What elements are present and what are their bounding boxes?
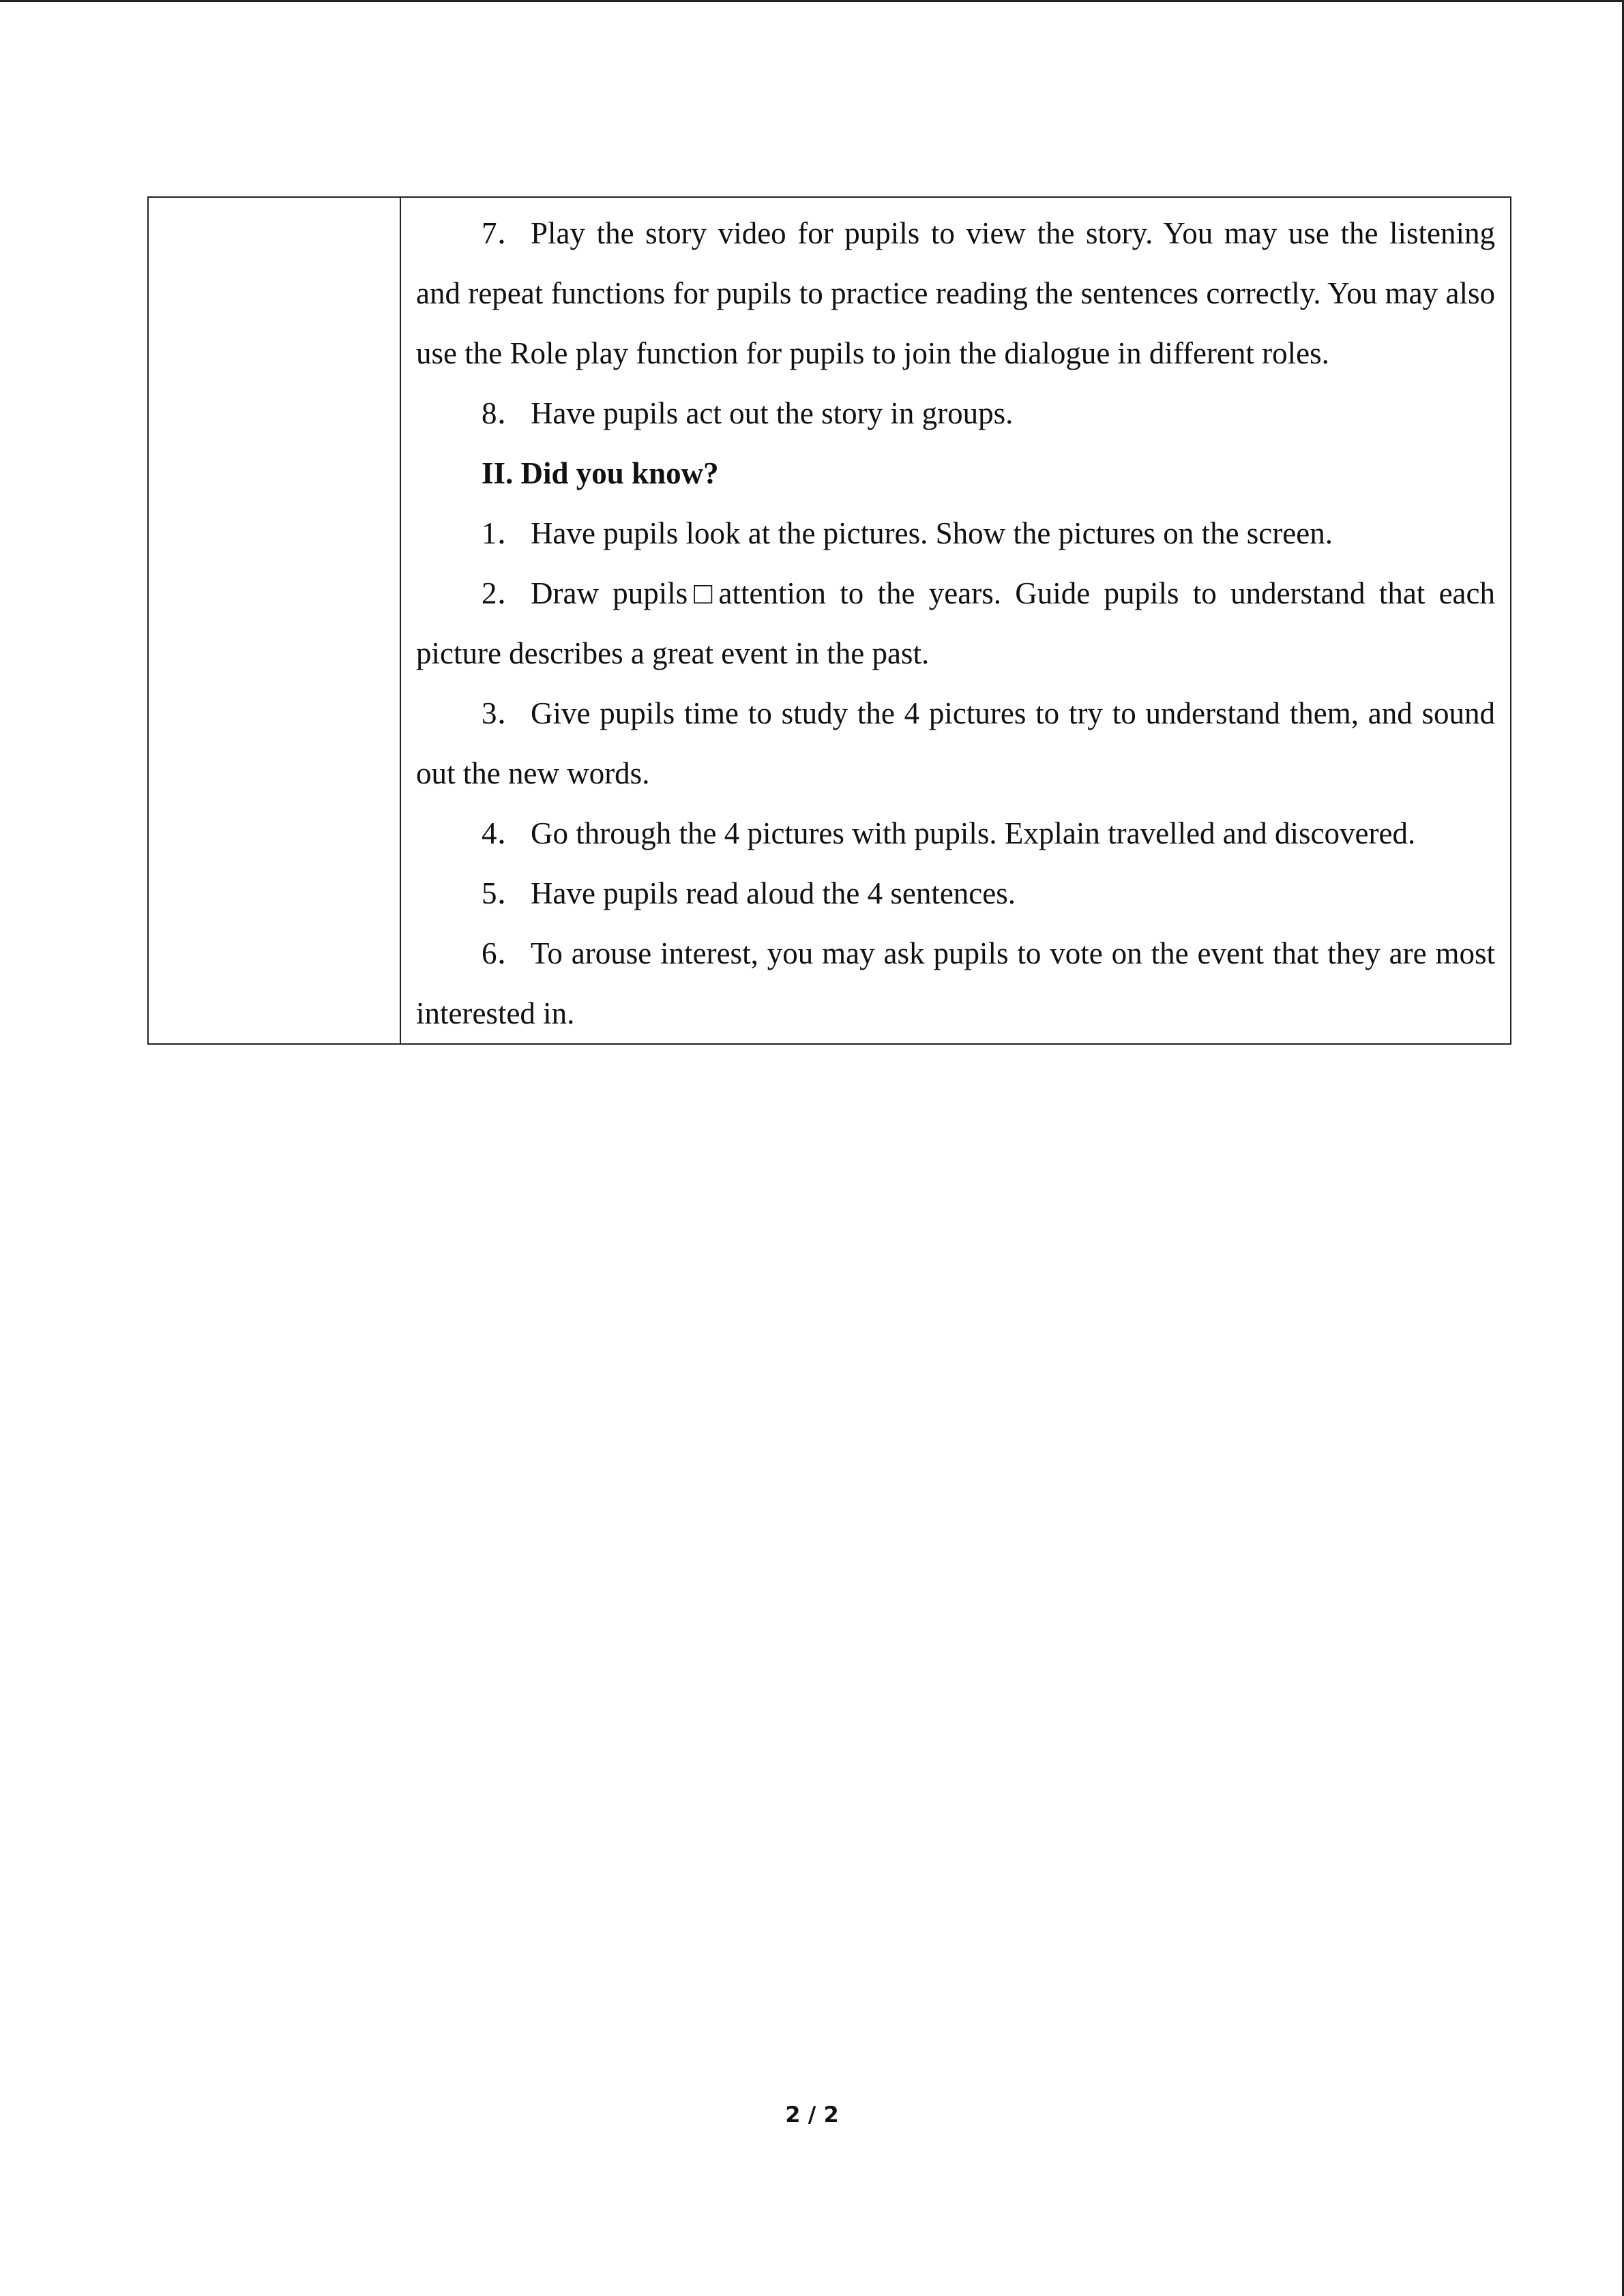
step-text: To arouse interest, you may ask pupils to vote on the event that they are most interested in. [416, 936, 1495, 1030]
step-text: Draw pupils□attention to the years. Guide pupils to understand that each picture describes a great event in the past. [416, 576, 1495, 670]
step-number: 7． [482, 216, 528, 250]
procedure-step-7 [416, 203, 1495, 383]
did-you-know-step-5 [416, 863, 1495, 923]
section-heading-did-you-know: II. Did you know? [482, 456, 719, 490]
step-number: 8． [482, 396, 528, 430]
step-text: Have pupils read aloud the 4 sentences. [531, 876, 1016, 910]
empty-label-cell [148, 197, 400, 1044]
step-text: Have pupils act out the story in groups. [531, 396, 1014, 430]
step-number: 2． [482, 576, 528, 610]
table-row [148, 197, 1511, 1044]
did-you-know-step-6 [416, 923, 1495, 1043]
procedure-content-cell [400, 197, 1511, 1044]
procedure-step-8 [416, 383, 1495, 443]
step-text: Go through the 4 pictures with pupils. Explain travelled and discovered. [531, 816, 1416, 850]
lesson-plan-table [147, 196, 1511, 1045]
step-text: Play the story video for pupils to view the story. You may use the listening and repeat functions for pupils to practice reading the sentences correctly. You may also use the Role play function for pupils to join the dialogue in different roles. [416, 216, 1495, 370]
step-text: Have pupils look at the pictures. Show the pictures on the screen. [531, 516, 1333, 550]
step-number: 3． [482, 696, 528, 730]
step-number: 4． [482, 816, 528, 850]
step-number: 6． [482, 936, 528, 970]
step-text: Give pupils time to study the 4 pictures to try to understand them, and sound out the new words. [416, 696, 1495, 790]
did-you-know-step-2 [416, 563, 1495, 683]
did-you-know-step-4 [416, 803, 1495, 863]
page-number: 2 / 2 [785, 2102, 839, 2128]
did-you-know-step-1 [416, 503, 1495, 563]
did-you-know-step-3 [416, 683, 1495, 803]
step-number: 1． [482, 516, 528, 550]
page-top-border [0, 0, 1624, 2]
step-number: 5． [482, 876, 528, 910]
